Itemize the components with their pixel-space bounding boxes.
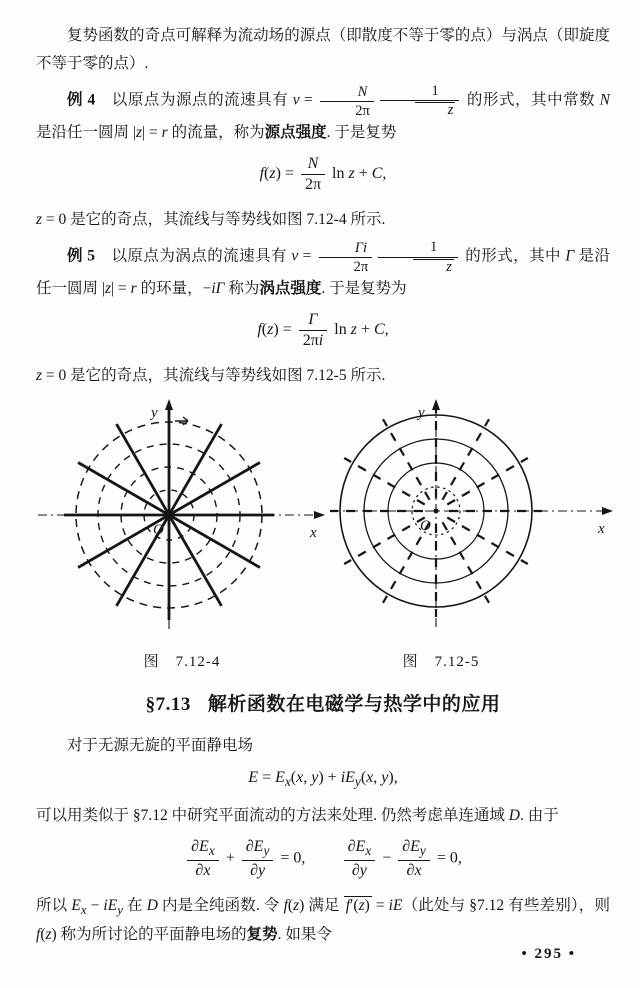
vortex-flow-diagram — [328, 397, 616, 637]
flow-spoke — [383, 420, 430, 501]
flow-spoke — [447, 518, 528, 565]
flow-spoke — [344, 458, 425, 505]
flow-spoke — [447, 458, 528, 505]
origin-label: O — [153, 522, 164, 539]
flow-spoke — [383, 523, 430, 604]
origin-dot — [165, 511, 174, 520]
y-axis-label: y — [151, 405, 158, 422]
after-example4-paragraph: z = 0 是它的奇点，其流线与等势线如图 7.12-4 所示. — [36, 210, 386, 228]
y-axis-label: y — [418, 405, 425, 422]
flow-spoke — [443, 523, 490, 604]
after-example5-paragraph: z = 0 是它的奇点，其流线与等势线如图 7.12-5 所示. — [36, 366, 386, 384]
y-axis-arrow-icon — [165, 399, 173, 410]
example5-paragraph: 例 5 以原点为涡点的流速具有 v = $\frac{\Gamma i}{2\pi}$ $\frac{1}{z}$ 的形式，其中 Γ 是沿任一圆周 |z| = r 的环量，−iΓ 称为涡点强度. 于是复势为 — [36, 239, 610, 298]
final-paragraph: 所以 $E_x - iE_y$ 在 D 内是全纯函数. 令 f(z) 满足 f′(z) = iE（此处与 §7.12 有些差别），则 f(z) 称为所讨论的平面静电场的复势. 如果令 — [36, 896, 610, 944]
flow-spoke — [344, 518, 425, 565]
intro-paragraph: 复势函数的奇点可解释为流动场的源点（即散度不等于零的点）与涡点（即旋度不等于零的点）. — [36, 27, 610, 72]
figure-caption-7-12-4: 图 7.12-4 — [143, 654, 221, 671]
figures-row — [36, 397, 610, 675]
section-number: §7.13 — [145, 693, 191, 715]
source-flow-diagram — [36, 397, 328, 637]
x-axis-label: x — [310, 525, 317, 542]
x-axis-label: x — [598, 521, 605, 538]
figure-vortex-flow — [328, 397, 616, 675]
x-axis-arrow-icon — [602, 507, 613, 515]
flow-spoke — [443, 420, 490, 501]
section-heading — [36, 692, 610, 719]
page-number: • 295 • — [521, 946, 576, 963]
formula-electric-field: $E = E_x(x$, $y) + iE_y(x$, y), — [248, 768, 398, 790]
origin-dot — [434, 509, 439, 514]
field-intro-paragraph: 对于无源无旋的平面静电场 — [67, 737, 254, 755]
formula-vortex-potential: f(z) = $\frac{\Gamma}{2\pi i}$ ln z + C, — [257, 311, 389, 349]
section-title: 解析函数在电磁学与热学中的应用 — [207, 693, 501, 715]
example4-paragraph: 例 4 以原点为源点的流速具有 v = $\frac{N}{2\pi}$ $\frac{1}{z}$ 的形式，其中常数 N 是沿任一圆周 |z| = r 的流量，称为源点强度. 于是复势 — [36, 83, 610, 142]
figure-source-flow — [36, 397, 328, 675]
origin-label: O — [420, 518, 431, 535]
formula-cauchy-riemann: $\frac{\partial E_x}{\partial x}$ + $\frac{\partial E_y}{\partial y}$ = 0, $\frac{\partial E_x}{\partial y}$ − $\frac{\partial E_y}{\partial x}$ = 0, — [36, 838, 610, 880]
figure-caption-7-12-5: 图 7.12-5 — [402, 654, 480, 671]
formula-source-potential: f(z) = $\frac{N}{2\pi}$ ln z + C, — [259, 154, 387, 193]
x-axis-arrow-icon — [314, 511, 325, 519]
method-paragraph: 可以用类似于 §7.12 中研究平面流动的方法来处理. 仍然考虑单连通域 D. 由于 — [36, 807, 559, 825]
